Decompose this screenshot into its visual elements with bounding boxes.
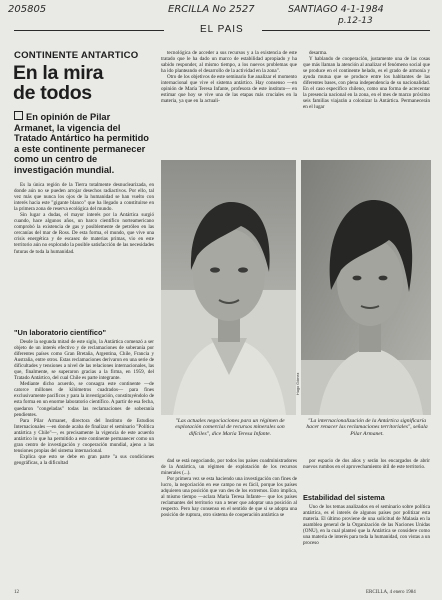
paragraph: Otro de los objetivos de este seminario fue analizar el momento internacional que vive el sistema antártico. Hay consenso —en opinión de María Teresa Infante, profesora de este instituto— en estimar que hoy se vive una de las etapas más cruciales en la materia, ya que en la actuali- [161, 74, 297, 105]
paragraph: Desde la segunda mitad de este siglo, la Antártica comenzó a ser objeto de un interés efectivo y de reclamaciones de soberanía por diferentes países como Gran Bretaña, Argentina, Chile, Francia y Australia, entre otros. Estas reclamaciones derivaron en una serie de dificultades y tensiones a nivel de las relaciones internacionales, las que, finalmente, se superaron gracias a la firma, en 1959, del Tratado Antártico, del cual Chile es parte integrante. [14, 339, 154, 382]
body-column-2b [161, 458, 297, 588]
archive-code: 205805 [8, 4, 47, 15]
body-column-2 [161, 50, 297, 164]
paragraph: dad se está negociando, por todos los países coadministradores de la Antártica, un régimen de explotación de los recursos minerales (...). [161, 458, 297, 477]
deck-text: En opinión de Pilar Armanet, la vigencia del Tratado Antártico ha permitido a este continente permanecer como un centro de investigación mundial. [14, 112, 149, 175]
title-line-2: de todos [13, 82, 92, 104]
caption-photo-2: "La internacionalización de la Antártica significaría hacer renacer las reclamaciones territoriales", señala Pilar Armanet. [306, 418, 428, 437]
body-column-3b [303, 458, 430, 484]
section-name: EL PAIS [200, 24, 244, 35]
paragraph: Es la única región de la Tierra totalmente desnuclearizada, en donde aún no se pueden arrojar desechos radiactivos. Por ello, tal vez más que nunca los ojos de la humanidad se han vuelto con interés hacia este "gigante blanco" que ha llegado a constituirse en la primera zona de reserva ecológica del mundo. [14, 182, 154, 213]
title-line-1: En la mira [13, 62, 104, 84]
section-rule-left [14, 30, 164, 31]
bullet-square-icon [14, 111, 23, 120]
page-ref-annotation: p.12-13 [338, 16, 373, 26]
body-column-1b [14, 339, 154, 581]
section-rule-right [262, 30, 430, 31]
article-title [13, 63, 103, 103]
paragraph: Explica que esto se debe en gran parte "a sus condiciones geográficas, a la dificultad [14, 453, 154, 466]
portrait-2-image [301, 160, 431, 415]
article-kicker: CONTINENTE ANTARTICO [14, 50, 139, 61]
source-annotation: ERCILLA No 2527 [168, 4, 255, 15]
paragraph: Mediante dicho acuerdo, se consagra este continente —de catorce millones de kilómetros cuadrados— para fines exclusivamente pacíficos y para la investigación, constituyéndolo de esta forma en un enorme laboratorio científico. A partir de esa fecha, quedaron "congeladas" todas las reclamaciones de soberanía pendientes. [14, 381, 154, 418]
photo-credit: Hugo Gómez [296, 372, 300, 395]
publication-footer: ERCILLA, 4 enero 1984 [366, 590, 416, 595]
paragraph: Por primera vez se esta haciendo una investigación con fines de lucro, la negociación en ese campo no es fácil, porque los países adquieren una posición que van des de los extremos. Esto implica, al mismo tiempo —aclara María Teresa Infante— que los países reclamantes del territorio van a tener que adoptar una posición al respecto. Pero hay consenso en el sentido de que si se adopta una posición de ruptura, otro sistema de cooperación antártica se [161, 476, 297, 519]
place-date-annotation: SANTIAGO 4-1-1984 [288, 4, 384, 15]
paragraph: Para Pilar Armanet, directora del Instituto de Estudios Internacionales —en donde acaba de finalizar el seminario "Política antártica y Chile"—, es precisamente la vigencia de este acuerdo antártico lo que ha permitido a este continente permanecer como un gran centro de investigación y cooperación mundial, ajeno a las tensiones propias del sistema internacional. [14, 417, 154, 454]
paragraph: Y hablando de cooperación, justamente una de las cosas que más llaman la atención al analizar el fenómeno social que se produce en el continente helado, es el grado de armonía y ayuda mutua que se produce entre los habitantes de las diferentes bases, con plena independencia de su nacionalidad. En el caso específico chileno, como una forma de acrecentar la presencia nacional en la zona, en el mes de marzo próximo seis familias viajarán a colonizar la Antártica. Permanecerán en el lugar [303, 56, 430, 111]
body-column-3c [303, 504, 430, 584]
subhead-estabilidad: Estabilidad del sistema [303, 493, 385, 502]
paragraph: tecnológica de acceder a sus recursos y a la existencia de este tratado que le ha dado un marco de estabilidad apropiado y ha sabido responder, al mismo tiempo, a los nuevos problemas que ha ido planteando el desarrollo de la actividad en la zona". [161, 50, 297, 75]
body-column-1 [14, 182, 154, 324]
paragraph: Uno de los temas analizados en el seminario sobre política antártica, es el interés de algunos países por politizar esta materia. El último proviene de una solicitud de Malasia en la asamblea general de la Organización de las Naciones Unidas (ONU), en la cual planteó que la Antártica se considere como una materia de interés para toda la humanidad, con vistas a un proceso [303, 504, 430, 547]
paragraph: desarma. [309, 50, 328, 56]
portrait-1-image [161, 160, 296, 415]
body-column-3 [303, 50, 430, 156]
subhead-laboratorio: "Un laboratorio científico" [14, 328, 107, 337]
paragraph: por espacio de dos años y serán los encargados de abrir nuevos rumbos en el aprovechamiento útil de este territorio. [303, 458, 430, 471]
paragraph: Sin lugar a dudas, el mayor interés por la Antártica surgió cuando, hace algunos años, un barco científico norteamericano comprobó la existencia de gas y posiblemente de petróleo en las cercanías del mar de Ross. De esta forma, el mundo, que vive una crisis energética y de escasez de materias primas, vio en este territorio aún no explorado la posible satisfacción de las necesidades futuras de toda la humanidad. [14, 212, 154, 255]
page-number: 12 [14, 590, 19, 595]
article-deck [14, 111, 152, 176]
photo-pilar-armanet [301, 160, 431, 415]
caption-photo-1: "Las actuales negociaciones para un régimen de explotación comercial de recursos minerales son difíciles", dice María Teresa Infante. [175, 418, 285, 437]
photo-maria-teresa-infante [161, 160, 296, 415]
